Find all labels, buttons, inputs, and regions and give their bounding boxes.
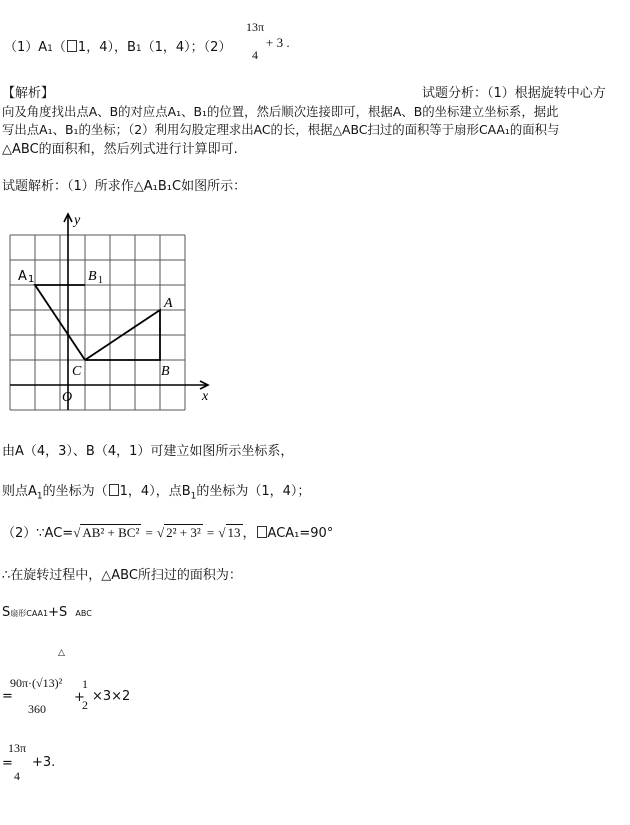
answer-a1-rest: 1，4），B xyxy=(77,40,136,55)
label-A: A xyxy=(164,296,173,311)
result-mid2: 1，4），点B xyxy=(119,484,191,499)
triangle-mark: △ xyxy=(58,648,65,658)
part2-sqrt1: AB² + BC² xyxy=(82,525,140,540)
analysis-lead: 试题分析：（1）根据旋转中心方 xyxy=(422,86,606,101)
sqrt-symbol-1: √ xyxy=(73,525,81,540)
answer-part1: （1）A xyxy=(4,40,48,55)
swept-line: ∴在旋转过程中，△ABC所扫过的面积为： xyxy=(2,568,242,583)
answer-sub1: 1 xyxy=(47,44,53,54)
s-sector: 扇形CAA1 xyxy=(10,609,49,618)
s-plus: +S xyxy=(48,605,68,620)
answer-tail: + 3 . xyxy=(266,35,290,50)
part2-sqrt3: 13 xyxy=(227,525,241,540)
part2-angle: ， xyxy=(242,526,256,541)
final-eq: = xyxy=(2,756,13,771)
missing-glyph-icon xyxy=(67,40,77,52)
formula-num: 90π·(√13)² xyxy=(10,676,63,690)
axis-x-label: x xyxy=(202,389,209,404)
s-symbol: S xyxy=(2,605,11,620)
label-B: B xyxy=(161,364,170,379)
result-mid: 的坐标为（ xyxy=(42,484,108,499)
label-C: C xyxy=(72,364,82,379)
part2-angle2: ACA₁=90° xyxy=(267,526,334,541)
part2-sqrt2: 2² + 3² xyxy=(166,525,201,540)
solution-intro: 试题解析：（1）所求作△A₁B₁C如图所示： xyxy=(2,179,247,194)
part2-eq2: = xyxy=(206,525,215,540)
formula-half-den: 2 xyxy=(82,698,88,712)
s-line xyxy=(2,605,92,620)
label-O: O xyxy=(62,390,73,405)
sqrt-symbol-3: √ xyxy=(218,525,226,540)
answer-frac-num: 13π xyxy=(246,20,265,34)
analysis-line2: 向及角度找出点A、B的对应点A₁、B₁的位置，然后顺次连接即可，根据A、B的坐标建立坐标系，据此 xyxy=(2,104,559,119)
part2-eq1: = xyxy=(145,525,153,540)
analysis-line3: 写出点A₁、B₁的坐标；（2）利用勾股定理求出AC的长，根据△ABC扫过的面积等于扇形CAA₁的面积与 xyxy=(2,122,560,137)
part2-prefix: （2）∵AC= xyxy=(2,526,74,541)
formula-tail: ×3×2 xyxy=(92,689,131,704)
s-abc: ABC xyxy=(75,609,92,618)
formula-den: 360 xyxy=(28,702,46,716)
answer-a1-open: （ xyxy=(52,40,66,55)
result-sub: 1 xyxy=(36,491,43,502)
formula-eq: = xyxy=(2,689,13,704)
result-end: 的坐标为（1，4）； xyxy=(196,484,311,499)
label-A1: A xyxy=(18,269,27,284)
result-prefix: 则点A xyxy=(2,484,37,499)
coord-line: 由A（4，3）、B（4，1）可建立如图所示坐标系， xyxy=(2,444,294,459)
label-B1-sub: 1 xyxy=(98,275,103,286)
answer-frac-den: 4 xyxy=(252,48,258,62)
analysis-line4: △ABC的面积和，然后列式进行计算即可. xyxy=(2,142,238,157)
analysis-tag: 【解析】 xyxy=(2,86,55,101)
label-B1: B xyxy=(88,269,97,284)
answer-b1-coord: （1，4）；（2） xyxy=(141,40,232,55)
formula-plus: + xyxy=(74,690,85,705)
final-den: 4 xyxy=(14,769,20,783)
label-A1-sub: 1 xyxy=(28,274,35,285)
part2-line xyxy=(2,522,333,541)
axis-y-label: y xyxy=(74,213,81,228)
final-num: 13π xyxy=(8,741,27,755)
final-tail: +3. xyxy=(32,755,56,770)
result-line xyxy=(2,480,310,502)
missing-glyph-icon xyxy=(109,484,119,496)
sqrt-symbol-2: √ xyxy=(156,525,165,540)
missing-glyph-icon xyxy=(257,526,267,538)
answer-line xyxy=(4,36,231,55)
formula-half-num: 1 xyxy=(82,677,88,691)
answer-sub2: 1 xyxy=(135,44,142,54)
result-sub2: 1 xyxy=(190,491,197,502)
rotation-figure xyxy=(8,210,223,415)
